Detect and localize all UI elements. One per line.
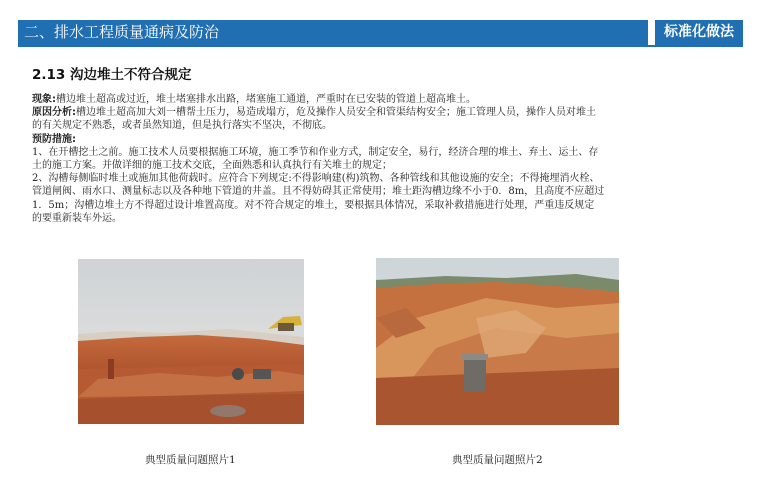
- prevention-heading: [32, 133, 722, 146]
- cause-paragraph: [32, 106, 722, 119]
- section-header-bar: [18, 20, 648, 45]
- photo-1-caption: 典型质量问题照片1: [145, 454, 236, 466]
- header-divider: [18, 45, 743, 47]
- cause-text: 槽边堆土超高加大刘一槽帮土压力，易造成塌方，危及操作人员安全和管渠结构安全；施工管理人员，操作人员对堆土: [76, 107, 596, 119]
- phenomenon-text: 槽边堆土超高或过近，堆土堵塞排水出路，堵塞施工通道，严重时在已安装的管道上超高堆土。: [56, 94, 476, 105]
- content-body: [32, 93, 722, 225]
- prevention-item-1: 1、在开槽挖土之前。施工技术人员要根据施工环境，施工季节和作业方式，制定安全，易行，经济合理的堆土、弃土、运土、存: [32, 146, 599, 158]
- prevention-item-2-cont-2: 1．5m；沟槽边堆土方不得超过设计堆置高度。对不符合规定的堆土，要根据具体情况，采取补救措施进行处理，严重违反规定: [32, 199, 595, 211]
- phenomenon-label: 现象:: [32, 94, 56, 105]
- prevention-item-2-cont-3: 的要重新装车外运。: [32, 212, 122, 224]
- prevention-item-1-cont: 土的施工方案。并做详细的施工技术交底，全面熟悉和认真执行有关堆土的规定；: [32, 160, 392, 172]
- prevention-item-2: 2、沟槽每侧临时堆土或施加其他荷载时。应符合下列规定:不得影响建(构)筑物、各种管线和其他设施的安全；不得掩埋消火栓、: [32, 173, 600, 185]
- standard-practice-badge: [655, 20, 743, 45]
- phenomenon-paragraph: [32, 93, 722, 106]
- section-header-label: 二、排水工程质量通病及防治: [24, 23, 220, 41]
- quality-issue-photo-1: [78, 259, 304, 424]
- prevention-label: 预防措施:: [32, 133, 76, 145]
- cause-text-line-2: 的有关规定不熟悉，或者虽然知道，但是执行落实不坚决，不彻底。: [32, 120, 332, 132]
- section-title: 2.13 沟边堆土不符合规定: [32, 67, 192, 83]
- cause-label: 原因分析:: [32, 107, 76, 119]
- quality-issue-photo-2: [376, 258, 619, 425]
- prevention-item-2-cont-1: 管道闸阀、雨水口、测量标志以及各种地下管道的井盖。且不得妨碍其正常使用；堆土距沟槽边缘不小于0．8m，且高度不应超过: [32, 186, 605, 198]
- photo-2-caption: 典型质量问题照片2: [452, 454, 543, 466]
- badge-label: 标准化做法: [664, 24, 734, 40]
